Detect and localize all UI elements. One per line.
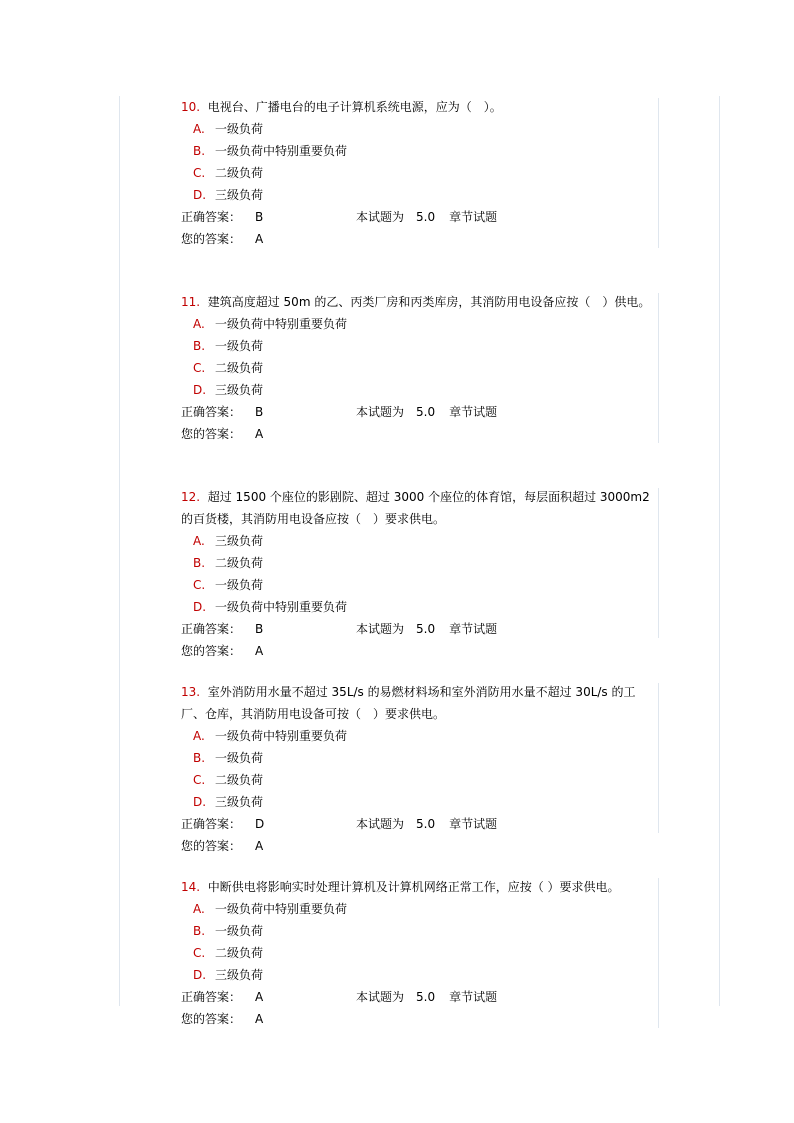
- option-text: 一级负荷中特别重要负荷: [215, 902, 348, 916]
- question-item: [181, 291, 661, 486]
- option-item: [181, 747, 661, 769]
- question-item: [181, 681, 661, 876]
- correct-answer-row: [181, 206, 661, 228]
- option-text: 三级负荷: [215, 534, 264, 548]
- option-item: [181, 964, 661, 986]
- option-letter: D.: [193, 600, 207, 614]
- score-info: [356, 401, 497, 423]
- your-answer-row: [181, 423, 661, 445]
- your-answer-label: 您的答案：: [181, 427, 242, 441]
- question-category: 章节试题: [449, 405, 498, 419]
- score-points: 5.0: [416, 990, 436, 1004]
- score-points: 5.0: [416, 817, 436, 831]
- correct-answer-row: [181, 401, 661, 423]
- question-text: 超过 1500 个座位的影剧院、超过 3000 个座位的体育馆，每层面积超过 3000m2 的百货楼，其消防用电设备应按（ ）要求供电。: [181, 490, 650, 526]
- option-letter: B.: [193, 924, 206, 938]
- option-text: 一级负荷中特别重要负荷: [215, 317, 348, 331]
- option-letter: D.: [193, 383, 207, 397]
- option-text: 二级负荷: [215, 361, 264, 375]
- correct-answer-row: [181, 986, 661, 1008]
- option-letter: A.: [193, 534, 205, 548]
- correct-answer-label: 正确答案：: [181, 405, 242, 419]
- question-divider-line: [658, 683, 659, 833]
- question-text: 中断供电将影响实时处理计算机及计算机网络正常工作，应按（ ）要求供电。: [207, 880, 620, 894]
- correct-answer-value: D: [255, 817, 265, 831]
- your-answer-value: A: [255, 427, 264, 441]
- question-stem: [181, 96, 661, 118]
- option-list: [181, 725, 661, 813]
- option-letter: B.: [193, 556, 206, 570]
- option-text: 二级负荷: [215, 946, 264, 960]
- question-stem: [181, 876, 661, 898]
- question-list: [181, 96, 661, 1071]
- option-text: 三级负荷: [215, 383, 264, 397]
- option-text: 二级负荷: [215, 166, 264, 180]
- option-item: [181, 791, 661, 813]
- frame-right-line: [719, 96, 720, 1006]
- option-text: 一级负荷: [215, 578, 264, 592]
- option-list: [181, 313, 661, 401]
- question-category: 章节试题: [449, 622, 498, 636]
- option-text: 一级负荷中特别重要负荷: [215, 144, 348, 158]
- your-answer-value: A: [255, 644, 264, 658]
- option-letter: C.: [193, 361, 206, 375]
- your-answer-row: [181, 228, 661, 250]
- option-item: [181, 162, 661, 184]
- option-letter: A.: [193, 122, 205, 136]
- score-info: [356, 618, 497, 640]
- option-letter: C.: [193, 946, 206, 960]
- score-prefix: 本试题为: [356, 405, 405, 419]
- option-item: [181, 118, 661, 140]
- your-answer-row: [181, 1008, 661, 1030]
- question-category: 章节试题: [449, 817, 498, 831]
- question-stem: [181, 486, 661, 530]
- option-item: [181, 552, 661, 574]
- score-prefix: 本试题为: [356, 990, 405, 1004]
- option-letter: D.: [193, 188, 207, 202]
- option-item: [181, 725, 661, 747]
- option-item: [181, 942, 661, 964]
- your-answer-row: [181, 835, 661, 857]
- option-item: [181, 920, 661, 942]
- your-answer-label: 您的答案：: [181, 839, 242, 853]
- question-divider-line: [658, 488, 659, 638]
- score-points: 5.0: [416, 210, 436, 224]
- your-answer-value: A: [255, 232, 264, 246]
- option-text: 一级负荷中特别重要负荷: [215, 729, 348, 743]
- option-letter: D.: [193, 795, 207, 809]
- option-item: [181, 769, 661, 791]
- correct-answer-label: 正确答案：: [181, 990, 242, 1004]
- option-text: 二级负荷: [215, 556, 264, 570]
- option-text: 一级负荷中特别重要负荷: [215, 600, 348, 614]
- option-item: [181, 140, 661, 162]
- question-stem: [181, 291, 661, 313]
- correct-answer-value: B: [255, 622, 264, 636]
- question-number: 10.: [181, 100, 201, 114]
- question-text: 建筑高度超过 50m 的乙、丙类厂房和丙类库房，其消防用电设备应按（ ）供电。: [207, 295, 651, 309]
- option-text: 一级负荷: [215, 339, 264, 353]
- option-list: [181, 530, 661, 618]
- option-item: [181, 898, 661, 920]
- option-letter: A.: [193, 317, 205, 331]
- option-letter: B.: [193, 144, 206, 158]
- option-list: [181, 898, 661, 986]
- option-letter: C.: [193, 773, 206, 787]
- score-prefix: 本试题为: [356, 622, 405, 636]
- correct-answer-value: B: [255, 405, 264, 419]
- option-letter: B.: [193, 339, 206, 353]
- your-answer-row: [181, 640, 661, 662]
- option-text: 一级负荷: [215, 751, 264, 765]
- option-letter: C.: [193, 166, 206, 180]
- score-info: [356, 206, 497, 228]
- correct-answer-label: 正确答案：: [181, 210, 242, 224]
- option-text: 三级负荷: [215, 188, 264, 202]
- option-item: [181, 574, 661, 596]
- question-item: [181, 486, 661, 681]
- option-item: [181, 596, 661, 618]
- option-letter: B.: [193, 751, 206, 765]
- correct-answer-row: [181, 618, 661, 640]
- option-item: [181, 184, 661, 206]
- option-letter: A.: [193, 902, 205, 916]
- option-text: 三级负荷: [215, 795, 264, 809]
- correct-answer-label: 正确答案：: [181, 817, 242, 831]
- option-list: [181, 118, 661, 206]
- option-item: [181, 357, 661, 379]
- option-item: [181, 335, 661, 357]
- score-info: [356, 813, 497, 835]
- score-prefix: 本试题为: [356, 817, 405, 831]
- score-info: [356, 986, 497, 1008]
- question-category: 章节试题: [449, 210, 498, 224]
- question-number: 13.: [181, 685, 201, 699]
- question-item: [181, 96, 661, 291]
- correct-answer-row: [181, 813, 661, 835]
- question-number: 11.: [181, 295, 201, 309]
- option-letter: C.: [193, 578, 206, 592]
- option-text: 三级负荷: [215, 968, 264, 982]
- option-item: [181, 379, 661, 401]
- your-answer-label: 您的答案：: [181, 644, 242, 658]
- correct-answer-label: 正确答案：: [181, 622, 242, 636]
- option-text: 一级负荷: [215, 924, 264, 938]
- score-points: 5.0: [416, 405, 436, 419]
- question-item: [181, 876, 661, 1071]
- score-points: 5.0: [416, 622, 436, 636]
- question-text: 电视台、广播电台的电子计算机系统电源，应为（ ）。: [207, 100, 502, 114]
- correct-answer-value: A: [255, 990, 264, 1004]
- your-answer-value: A: [255, 839, 264, 853]
- your-answer-value: A: [255, 1012, 264, 1026]
- option-text: 一级负荷: [215, 122, 264, 136]
- question-text: 室外消防用水量不超过 35L/s 的易燃材料场和室外消防用水量不超过 30L/s 的工厂、仓库，其消防用电设备可按（ ）要求供电。: [181, 685, 636, 721]
- correct-answer-value: B: [255, 210, 264, 224]
- option-letter: A.: [193, 729, 205, 743]
- option-item: [181, 313, 661, 335]
- option-letter: D.: [193, 968, 207, 982]
- question-stem: [181, 681, 661, 725]
- your-answer-label: 您的答案：: [181, 1012, 242, 1026]
- option-text: 二级负荷: [215, 773, 264, 787]
- question-number: 14.: [181, 880, 201, 894]
- question-number: 12.: [181, 490, 201, 504]
- score-prefix: 本试题为: [356, 210, 405, 224]
- your-answer-label: 您的答案：: [181, 232, 242, 246]
- option-item: [181, 530, 661, 552]
- question-category: 章节试题: [449, 990, 498, 1004]
- frame-left-line: [119, 96, 120, 1006]
